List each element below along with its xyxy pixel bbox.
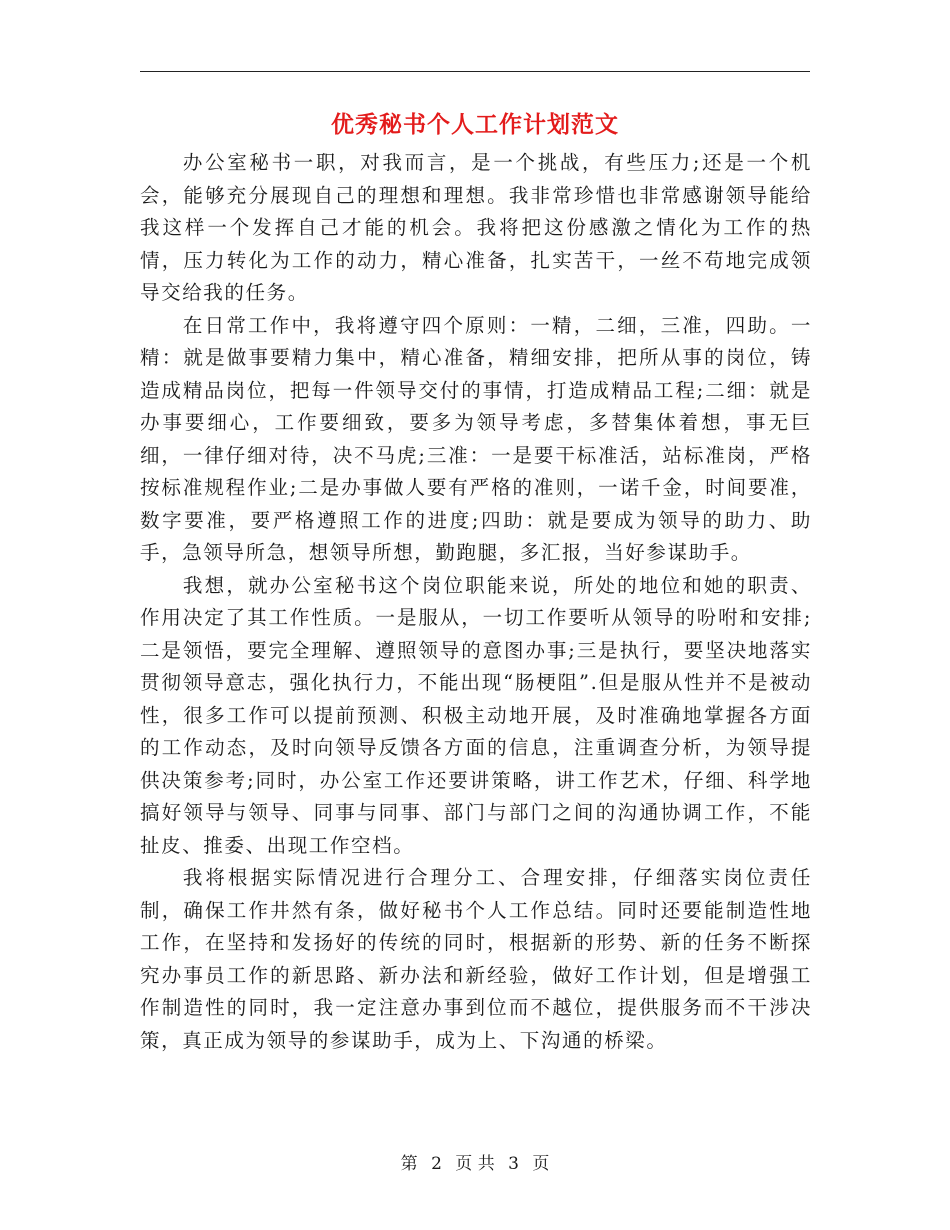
footer-prefix: 第 <box>400 1154 418 1174</box>
paragraph-2: 在日常工作中，我将遵守四个原则：一精，二细，三准，四助。一精：就是做事要精力集中，精心准备，精细安排，把所从事的岗位，铸造成精品岗位，把每一件领导交付的事情，打造成精品工程;二细：就是办事要细心，工作要细致，要多为领导考虑，多替集体着想，事无巨细，一律仔细对待，决不马虎;三准：一是要干标准活，站标准岗，严格按标准规程作业;二是办事做人要有严格的准则，一诺千金，时间要准，数字要准，要严格遵照工作的进度;四助：就是要成为领导的助力、助手，急领导所急，想领导所想，勤跑腿，多汇报，当好参谋助手。 <box>140 313 812 564</box>
paragraph-4: 我将根据实际情况进行合理分工、合理安排，仔细落实岗位责任制，确保工作井然有条，做好秘书个人工作总结。同时还要能制造性地工作，在坚持和发扬好的传统的同时，根据新的形势、新的任务不断探究办事员工作的新思路、新办法和新经验，做好工作计划，但是增强工作制造性的同时，我一定注意办事到位而不越位，提供服务而不干涉决策，真正成为领导的参谋助手，成为上、下沟通的桥梁。 <box>140 866 812 1052</box>
footer-current-page: 2 <box>431 1154 442 1174</box>
footer-total-pages: 3 <box>508 1154 519 1174</box>
header-rule <box>140 71 810 72</box>
document-title: 优秀秘书个人工作计划范文 <box>331 111 619 138</box>
footer-mid: 页 共 <box>455 1154 495 1174</box>
paragraph-3: 我想，就办公室秘书这个岗位职能来说，所处的地位和她的职责、作用决定了其工作性质。一是服从，一切工作要听从领导的吩咐和安排;二是领悟，要完全理解、遵照领导的意图办事;三是执行，要坚决地落实贯彻领导意志，强化执行力，不能出现“肠梗阻”.但是服从性并不是被动性，很多工作可以提前预测、积极主动地开展，及时准确地掌握各方面的工作动态，及时向领导反馈各方面的信息，注重调查分析，为领导提供决策参考;同时，办公室工作还要讲策略，讲工作艺术，仔细、科学地搞好领导与领导、同事与同事、部门与部门之间的沟通协调工作，不能扯皮、推委、出现工作空档。 <box>140 573 812 857</box>
document-body <box>140 147 812 1057</box>
page-footer <box>0 1152 950 1176</box>
footer-suffix: 页 <box>532 1154 550 1174</box>
paragraph-1: 办公室秘书一职，对我而言，是一个挑战，有些压力;还是一个机会，能够充分展现自己的理想和理想。我非常珍惜也非常感谢领导能给我这样一个发挥自己才能的机会。我将把这份感激之情化为工作的热情，压力转化为工作的动力，精心准备，扎实苦干，一丝不苟地完成领导交给我的任务。 <box>140 151 812 304</box>
